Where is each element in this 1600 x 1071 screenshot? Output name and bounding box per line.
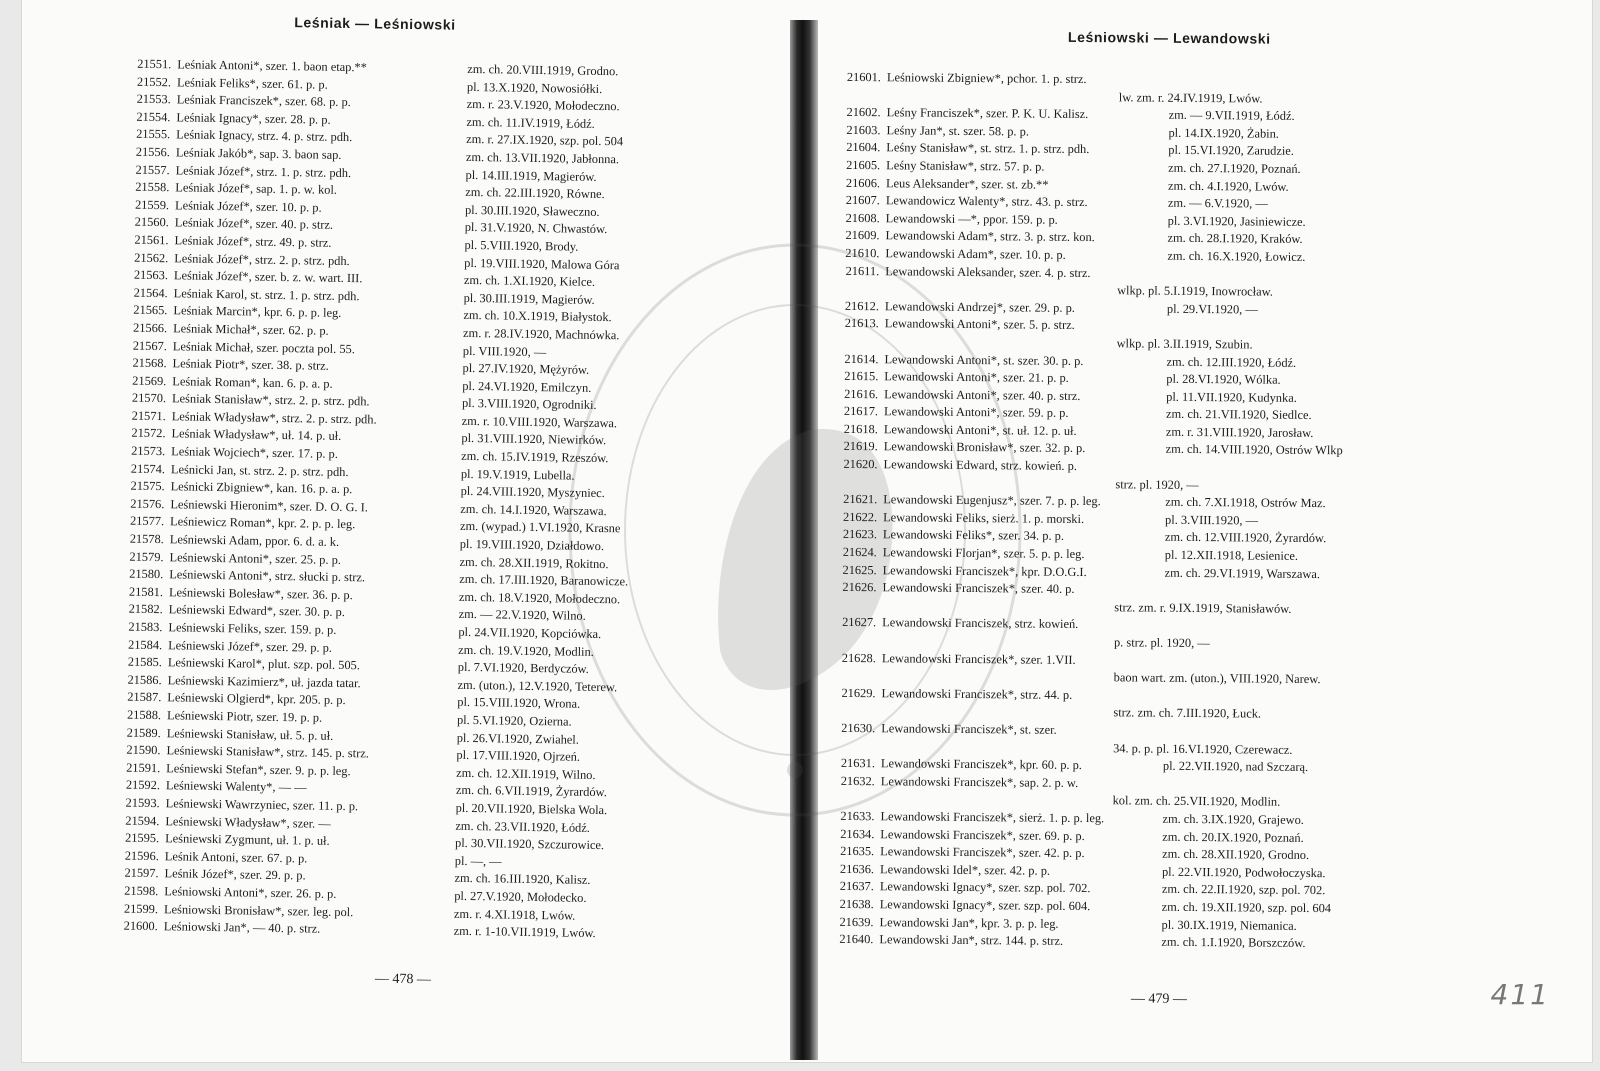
entry-name: Leśniewski Stefan*, szer. 9. p. p. leg. xyxy=(166,760,351,778)
entry-detail: zm. ch. 20.VIII.1919, Grodno. xyxy=(467,61,619,79)
entry-number: 21621. xyxy=(843,492,878,507)
entry-number: 21591. xyxy=(126,760,161,775)
entry-number: 21557. xyxy=(135,162,170,177)
entry-detail: zm. ch. 16.X.1920, Łowicz. xyxy=(1167,248,1306,264)
entry-name: Leśniewski Władysław*, szer. — xyxy=(165,813,331,831)
entry-number: 21565. xyxy=(133,302,168,318)
entry-number: 21617. xyxy=(843,404,879,419)
entry-number: 21588. xyxy=(126,707,162,723)
entry-detail: zm. ch. 19.XII.1920, szp. pol. 604 xyxy=(1161,899,1332,916)
entry-number: 21628. xyxy=(841,650,876,665)
entry-name: Lewandowski Franciszek*, kpr. D.O.G.I. xyxy=(882,562,1087,579)
page-number: — 479 — xyxy=(1130,991,1187,1007)
entry-name: Leśniewski Karol*, plut. szp. pol. 505. xyxy=(167,655,361,673)
entry-detail: zm. r. 10.VIII.1920, Warszawa. xyxy=(461,413,618,431)
entry-number: 21611. xyxy=(845,263,880,278)
entry-detail: pl. 7.VI.1920, Berdyczów. xyxy=(457,660,589,677)
entry-detail: zm. ch. 4.I.1920, Lwów. xyxy=(1167,178,1289,194)
entry-number: 21574. xyxy=(130,461,166,476)
entry-continuation: strz. zm. ch. 7.III.1920, Łuck. xyxy=(1113,705,1262,721)
entry-name: Lewandowski Franciszek*, st. szer. xyxy=(881,721,1057,737)
entry-name: Leśniak Feliks*, szer. 61. p. p. xyxy=(176,74,328,92)
entry-detail: pl. —, — xyxy=(454,853,502,869)
entry-number: 21603. xyxy=(846,122,881,138)
entry-number: 21608. xyxy=(845,210,880,225)
entry-continuation: kol. zm. ch. 25.VII.1920, Modlin. xyxy=(1112,793,1281,810)
entry-detail: zm. ch. 22.III.1920, Równe. xyxy=(465,185,605,202)
entry-continuation: wlkp. pl. 5.I.1919, Inowrocław. xyxy=(1117,283,1273,299)
entry-detail: pl. 19.VIII.1920, Malowa Góra xyxy=(464,255,620,272)
entry-name: Leśniowski Jan*, — 40. p. strz. xyxy=(163,919,321,936)
entry-detail: zm. ch. 12.XII.1919, Wilno. xyxy=(456,765,596,782)
entry-continuation: wlkp. pl. 3.II.1919, Szubin. xyxy=(1116,336,1253,352)
entry-detail: zm. ch. 27.I.1920, Poznań. xyxy=(1168,160,1301,176)
entry-detail: zm. ch. 18.V.1920, Mołodeczno. xyxy=(458,589,621,607)
entry-number: 21556. xyxy=(135,144,171,160)
entry-number: 21564. xyxy=(133,285,168,300)
entry-name: Lewandowski Franciszek*, szer. 42. p. p. xyxy=(880,844,1085,861)
entry-name: Leśniak Wojciech*, szer. 17. p. p. xyxy=(171,444,339,461)
entry-name: Lewandowski Jan*, kpr. 3. p. p. leg. xyxy=(879,914,1059,931)
entry-detail: pl. 24.VI.1920, Emilczyn. xyxy=(462,378,592,395)
entry-number: 21633. xyxy=(840,808,875,824)
entry-detail: pl. 13.X.1920, Nowosiółki. xyxy=(466,79,603,96)
entry-name: Leśniewski Feliks, szer. 159. p. p. xyxy=(168,620,337,637)
entry-name: Leśnicki Zbigniew*, kan. 16. p. a. p. xyxy=(170,479,353,497)
entry-name: Lewandowski Feliks*, szer. 34. p. p. xyxy=(882,527,1065,544)
entry-number: 21640. xyxy=(839,932,874,947)
entry-number: 21586. xyxy=(127,672,162,687)
entry-name: Leśniak Piotr*, szer. 38. p. strz. xyxy=(172,356,329,373)
entry-continuation: baon wart. zm. (uton.), VIII.1920, Narew. xyxy=(1113,670,1321,687)
entry-name: Lewandowski Franciszek*, szer. 69. p. p. xyxy=(880,826,1085,843)
entry-number: 21569. xyxy=(132,373,167,388)
entry-number: 21584. xyxy=(127,637,163,652)
entry-number: 21580. xyxy=(129,566,164,582)
entry-detail: zm. ch. 15.IV.1919, Rzeszów. xyxy=(461,448,609,466)
page-header: Leśniowski — Lewandowski xyxy=(1067,28,1271,47)
entry-name: Lewandowski Franciszek*, sierż. 1. p. p. leg. xyxy=(880,809,1105,826)
entry-number: 21554. xyxy=(136,109,171,125)
entry-name: Lewandowski Antoni*, st. szer. 30. p. p. xyxy=(884,351,1084,368)
entry-name: Lewandowski —*, ppor. 159. p. p. xyxy=(885,211,1058,227)
entry-name: Leśniowski Antoni*, szer. 26. p. p. xyxy=(164,884,337,901)
right-page xyxy=(810,0,1579,1065)
entry-name: Leśniewski Bolesław*, szer. 36. p. p. xyxy=(168,585,353,602)
entry-detail: pl. 22.VII.1920, Podwołoczyska. xyxy=(1161,864,1326,880)
entry-number: 21581. xyxy=(128,584,164,599)
handwritten-page-note: 411 xyxy=(1490,978,1550,1011)
entry-name: Lewandowski Franciszek, strz. kowień. xyxy=(882,615,1079,632)
entry-name: Lewandowski Franciszek*, szer. 1.VII. xyxy=(881,650,1076,667)
entry-number: 21629. xyxy=(841,685,876,700)
entry-number: 21609. xyxy=(845,228,880,243)
entry-number: 21632. xyxy=(840,773,875,788)
entry-continuation: p. strz. pl. 1920, — xyxy=(1113,635,1210,651)
entry-name: Leśniewski Olgierd*, kpr. 205. p. p. xyxy=(167,690,346,708)
entry-detail: pl. 30.III.1920, Sławeczno. xyxy=(464,202,600,219)
entry-detail: pl. 30.IX.1919, Niemanica. xyxy=(1161,917,1297,933)
entry-number: 21578. xyxy=(129,531,164,547)
entry-number: 21592. xyxy=(125,777,161,793)
entry-number: 21594. xyxy=(125,813,160,828)
entry-detail: pl. 14.IX.1920, Żabin. xyxy=(1168,125,1280,141)
entry-detail: zm. ch. 1.I.1920, Borszczów. xyxy=(1161,934,1306,951)
entry-name: Leśny Jan*, st. szer. 58. p. p. xyxy=(886,123,1030,139)
entry-name: Leśniak Józef*, strz. 1. p. strz. pdh. xyxy=(175,162,352,180)
entry-detail: pl. 24.VIII.1920, Myszyniec. xyxy=(460,484,605,501)
entry-number: 21639. xyxy=(839,914,874,929)
entry-number: 21577. xyxy=(129,514,165,529)
page-number: — 478 — xyxy=(374,971,432,988)
entry-number: 21638. xyxy=(839,896,874,912)
entry-detail: zm. ch. 17.III.1920, Baranowicze. xyxy=(459,572,629,589)
entry-detail: zm. ch. 29.VI.1919, Warszawa. xyxy=(1164,565,1321,581)
entry-continuation: 34. p. p. pl. 16.VI.1920, Czerewacz. xyxy=(1113,740,1293,757)
entry-name: Lewandowski Ignacy*, szer. szp. pol. 702. xyxy=(879,879,1091,896)
entry-number: 21624. xyxy=(842,544,877,560)
entry-detail: pl. 30.VII.1920, Szczurowice. xyxy=(454,835,605,853)
entry-name: Leśniak Józef*, strz. 2. p. strz. pdh. xyxy=(174,250,350,268)
entry-number: 21590. xyxy=(126,742,161,758)
entry-continuation: strz. zm. r. 9.IX.1919, Stanisławów. xyxy=(1114,600,1292,616)
entry-name: Leśniewski Zygmunt, uł. 1. p. uł. xyxy=(165,831,330,848)
entry-number: 21562. xyxy=(134,250,169,265)
entry-number: 21595. xyxy=(124,830,160,846)
entry-name: Lewandowski Bronisław*, szer. 32. p. p. xyxy=(883,439,1086,456)
entry-name: Lewandowski Aleksander, szer. 4. p. strz. xyxy=(885,263,1091,280)
entry-detail: zm. ch. 22.II.1920, szp. pol. 702. xyxy=(1161,882,1326,898)
entry-detail: pl. 3.VIII.1920, Ogrodniki. xyxy=(461,396,597,413)
entry-name: Leśniewski Antoni*, szer. 25. p. p. xyxy=(169,549,342,567)
entry-detail: pl. 3.VI.1920, Jasiniewicze. xyxy=(1167,213,1306,229)
entry-detail: pl. 26.VI.1920, Zwiahel. xyxy=(456,730,580,747)
entry-number: 21593. xyxy=(125,795,160,811)
entry-detail: zm. r. 27.IX.1920, szp. pol. 504 xyxy=(466,132,624,149)
entry-detail: pl. 22.VII.1920, nad Szczarą. xyxy=(1162,758,1309,775)
entry-name: Lewandowski Franciszek*, kpr. 60. p. p. xyxy=(880,756,1082,773)
entry-number: 21573. xyxy=(131,443,166,459)
entry-number: 21551. xyxy=(137,56,172,72)
entry-name: Leśniak Stanisław*, strz. 2. p. strz. pdh. xyxy=(171,391,370,409)
entry-name: Lewandowski Jan*, strz. 144. p. strz. xyxy=(879,932,1064,948)
entry-detail: pl. 15.VIII.1920, Wrona. xyxy=(457,695,581,712)
entry-name: Leśniowski Bronisław*, szer. leg. pol. xyxy=(163,901,354,919)
entry-detail: pl. 31.VIII.1920, Niewirków. xyxy=(461,431,607,448)
entry-name: Leśniewski Stanisław*, strz. 145. p. strz. xyxy=(166,743,369,761)
entry-number: 21627. xyxy=(842,615,877,630)
entry-number: 21600. xyxy=(123,918,158,934)
entry-name: Leśnik Józef*, szer. 29. p. p. xyxy=(164,866,306,883)
entry-name: Leśniak Władysław*, strz. 2. p. strz. pdh. xyxy=(171,409,377,427)
entry-number: 21596. xyxy=(124,848,159,863)
entry-detail: pl. 27.IV.1920, Mężyrów. xyxy=(462,360,590,377)
entry-name: Lewandowski Florjan*, szer. 5. p. p. leg. xyxy=(882,545,1085,562)
entry-detail: pl. 11.VII.1920, Kudynka. xyxy=(1166,389,1297,405)
entry-detail: zm. ch. 12.III.1920, Łódź. xyxy=(1166,354,1297,370)
entry-name: Leśny Stanisław*, strz. 57. p. p. xyxy=(886,158,1045,174)
entry-number: 21601. xyxy=(846,69,882,85)
entry-name: Leśniak Antoni*, szer. 1. baon etap.** xyxy=(177,57,367,75)
entry-detail: zm. r. 28.IV.1920, Machnówka. xyxy=(463,325,620,343)
entry-detail: pl. 31.V.1920, N. Chwastów. xyxy=(464,220,608,237)
entry-name: Leśnik Antoni, szer. 67. p. p. xyxy=(164,848,308,866)
entry-name: Leśniak Franciszek*, szer. 68. p. p. xyxy=(176,92,351,110)
entry-number: 21570. xyxy=(131,390,167,406)
entry-name: Leus Aleksander*, szer. st. zb.** xyxy=(885,175,1049,192)
entry-number: 21606. xyxy=(845,175,881,190)
entry-number: 21598. xyxy=(124,883,159,899)
entry-name: Leśnicki Jan, st. strz. 2. p. strz. pdh. xyxy=(170,461,349,479)
entry-name: Lewandowicz Walenty*, strz. 43. p. strz. xyxy=(885,193,1088,210)
entry-number: 21587. xyxy=(127,690,162,705)
entry-number: 21618. xyxy=(843,421,878,437)
entry-detail: pl. 29.VI.1920, — xyxy=(1166,301,1258,317)
entry-name: Leśniewicz Roman*, kpr. 2. p. p. leg. xyxy=(170,514,356,532)
entry-detail: pl. 30.III.1919, Magierów. xyxy=(463,290,595,307)
entry-number: 21626. xyxy=(842,580,877,595)
entry-name: Leśniewski Piotr, szer. 19. p. p. xyxy=(166,708,323,725)
entry-detail: zm. (uton.), 12.V.1920, Teterew. xyxy=(457,677,618,695)
entry-number: 21637. xyxy=(839,879,874,894)
entry-number: 21620. xyxy=(843,456,878,472)
entry-detail: zm. ch. 20.IX.1920, Poznań. xyxy=(1162,829,1304,845)
entry-number: 21636. xyxy=(839,861,875,876)
entry-name: Lewandowski Franciszek*, sap. 2. p. w. xyxy=(880,774,1079,790)
entry-number: 21634. xyxy=(840,826,875,841)
entry-name: Lewandowski Antoni*, st. uł. 12. p. uł. xyxy=(883,422,1077,438)
entry-number: 21585. xyxy=(127,654,163,670)
entry-name: Leśniewski Adam, ppor. 6. d. a. k. xyxy=(169,532,340,549)
entry-number: 21576. xyxy=(130,496,165,512)
entry-detail: zm. ch. 23.VII.1920, Łódź. xyxy=(455,818,591,835)
entry-number: 21602. xyxy=(846,105,881,120)
entry-detail: zm. ch. 1.XI.1920, Kielce. xyxy=(463,272,596,290)
entry-name: Leśniewski Wawrzyniec, szer. 11. p. p. xyxy=(165,796,359,814)
entry-name: Leśniak Józef*, szer. 40. p. strz. xyxy=(174,215,334,233)
entry-detail: zm. r. 4.XI.1918, Lwów. xyxy=(453,906,576,923)
entry-detail: zm. — 22.V.1920, Wilno. xyxy=(458,607,586,624)
entry-detail: zm. ch. 14.I.1920, Warszawa. xyxy=(460,501,607,518)
entry-name: Leśniak Jakób*, sap. 3. baon sap. xyxy=(175,145,342,162)
entry-detail: pl. VIII.1920, — xyxy=(462,343,547,359)
entry-number: 21563. xyxy=(133,267,169,283)
entry-number: 21631. xyxy=(840,756,876,771)
entry-detail: pl. 19.V.1919, Lubella. xyxy=(460,466,575,483)
entry-name: Lewandowski Antoni*, szer. 59. p. p. xyxy=(883,404,1069,421)
entry-number: 21567. xyxy=(132,338,167,353)
entry-detail: zm. ch. 3.IX.1920, Grajewo. xyxy=(1162,811,1304,827)
entry-name: Leśniowski Zbigniew*, pchor. 1. p. strz. xyxy=(886,70,1087,87)
entry-detail: zm. ch. 11.IV.1919, Łódź. xyxy=(466,114,595,131)
entry-name: Leśniewski Józef*, szer. 29. p. p. xyxy=(168,637,333,655)
entry-name: Leśniak Ignacy*, szer. 28. p. p. xyxy=(176,110,331,127)
entry-detail: zm. r. 1-10.VII.1919, Lwów. xyxy=(453,923,596,941)
entry-number: 21575. xyxy=(130,478,165,494)
entry-name: Leśniak Ignacy, strz. 4. p. strz. pdh. xyxy=(176,127,353,145)
entry-number: 21553. xyxy=(136,91,171,107)
entry-number: 21615. xyxy=(844,369,879,384)
entry-number: 21599. xyxy=(123,901,159,916)
entry-name: Lewandowski Edward, strz. kowień. p. xyxy=(883,457,1078,474)
entry-number: 21605. xyxy=(846,157,881,173)
entry-name: Lewandowski Antoni*, szer. 40. p. strz. xyxy=(884,386,1081,403)
entry-name: Leśniak Władysław*, uł. 14. p. uł. xyxy=(171,426,342,444)
entry-detail: zm. ch. 19.V.1920, Modlin. xyxy=(458,642,594,659)
entry-detail: pl. 17.VIII.1920, Ojrzeń. xyxy=(456,747,581,764)
entry-detail: zm. ch. 28.XII.1920, Grodno. xyxy=(1162,846,1310,863)
entry-detail: pl. 27.V.1920, Mołodecko. xyxy=(454,888,587,905)
entry-name: Leśniak Józef*, strz. 49. p. strz. xyxy=(174,233,332,250)
entry-number: 21610. xyxy=(845,245,880,261)
entry-number: 21558. xyxy=(135,179,170,195)
entry-detail: zm. — 9.VII.1919, Łódź. xyxy=(1168,107,1295,124)
entry-number: 21604. xyxy=(846,140,881,155)
entry-name: Lewandowski Antoni*, szer. 21. p. p. xyxy=(884,369,1069,385)
entry-name: Leśniak Michał*, szer. 62. p. p. xyxy=(173,321,329,338)
entry-name: Leśniak Michał, szer. poczta pol. 55. xyxy=(172,338,355,356)
entry-name: Leśniak Roman*, kan. 6. p. a. p. xyxy=(172,373,333,391)
entry-number: 21572. xyxy=(131,426,166,441)
entry-number: 21613. xyxy=(844,316,879,331)
entry-number: 21583. xyxy=(128,619,163,635)
entry-name: Leśniak Józef*, szer. b. z. w. wart. III. xyxy=(173,268,363,286)
entry-detail: zm. ch. 6.VII.1919, Żyrardów. xyxy=(455,783,607,800)
entry-number: 21579. xyxy=(129,549,164,564)
entry-detail: zm. ch. 13.VII.1920, Jabłonna. xyxy=(465,149,620,167)
entry-name: Lewandowski Feliks, sierż. 1. p. morski. xyxy=(883,510,1085,526)
entry-name: Lewandowski Ignacy*, szer. szp. pol. 604. xyxy=(879,897,1091,914)
entry-number: 21589. xyxy=(126,725,161,740)
entry-number: 21582. xyxy=(128,602,163,617)
entry-number: 21630. xyxy=(841,720,876,736)
entry-name: Lewandowski Adam*, szer. 10. p. p. xyxy=(885,246,1066,262)
entry-name: Leśniewski Kazimierz*, uł. jazda tatar. xyxy=(167,673,361,691)
entry-name: Leśniewski Walenty*, — — xyxy=(165,778,307,795)
entry-continuation: strz. pl. 1920, — xyxy=(1115,476,1199,492)
entry-continuation: lw. zm. r. 24.IV.1919, Lwów. xyxy=(1118,89,1263,106)
entry-number: 21607. xyxy=(845,193,880,208)
entry-name: Leśny Stanisław*, st. strz. 1. p. strz. pdh. xyxy=(886,140,1090,157)
entry-name: Leśniak Marcin*, kpr. 6. p. p. leg. xyxy=(173,303,342,321)
entry-name: Lewandowski Franciszek*, szer. 40. p. xyxy=(882,580,1075,597)
entry-name: Lewandowski Andrzej*, szer. 29. p. p. xyxy=(884,299,1075,315)
entry-number: 21616. xyxy=(844,386,879,401)
entry-detail: pl. 5.VIII.1920, Brody. xyxy=(464,237,579,254)
entry-number: 21597. xyxy=(124,865,159,881)
entry-detail: zm. ch. 14.VIII.1920, Ostrów Wlkp xyxy=(1165,442,1343,458)
entry-name: Leśniewski Stanisław, uł. 5. p. uł. xyxy=(166,725,334,743)
entry-name: Leśniewski Hieronim*, szer. D. O. G. I. xyxy=(170,497,369,515)
entry-detail: zm. ch. 16.III.1920, Kalisz. xyxy=(454,871,591,888)
entry-name: Lewandowski Adam*, strz. 3. p. strz. kon. xyxy=(885,228,1095,245)
entry-name: Leśniak Józef*, sap. 1. p. w. kol. xyxy=(175,180,338,198)
entry-detail: pl. 5.VI.1920, Ozierna. xyxy=(456,712,572,729)
entry-number: 21568. xyxy=(132,355,167,371)
entry-number: 21625. xyxy=(842,562,877,577)
entry-name: Leśniak Karol, st. strz. 1. p. strz. pdh. xyxy=(173,286,360,303)
entry-detail: pl. 3.VIII.1920, — xyxy=(1165,512,1259,528)
entry-detail: zm. ch. 21.VII.1920, Siedlce. xyxy=(1165,407,1312,423)
entry-detail: zm. ch. 28.I.1920, Kraków. xyxy=(1167,231,1303,247)
entry-detail: pl. 14.III.1919, Magierów. xyxy=(465,167,597,184)
entry-number: 21559. xyxy=(134,197,170,212)
entry-detail: pl. 12.XII.1918, Lesienice. xyxy=(1164,547,1299,563)
entry-detail: zm. (wypad.) 1.VI.1920, Krasne xyxy=(459,519,621,536)
entry-number: 21614. xyxy=(844,351,879,366)
entry-name: Leśniak Józef*, szer. 10. p. p. xyxy=(174,198,322,215)
entry-name: Leśny Franciszek*, szer. P. K. U. Kalisz. xyxy=(886,105,1089,122)
entry-detail: zm. ch. 10.X.1919, Białystok. xyxy=(463,308,612,325)
entry-detail: pl. 19.VIII.1920, Działdowo. xyxy=(459,536,605,554)
entry-name: Lewandowski Antoni*, szer. 5. p. strz. xyxy=(884,316,1075,333)
entry-name: Leśniewski Antoni*, strz. słucki p. strz. xyxy=(169,567,366,585)
entry-detail: pl. 24.VII.1920, Kopciówka. xyxy=(458,624,602,642)
entry-number: 21571. xyxy=(131,408,166,424)
left-page xyxy=(14,0,801,1068)
entry-number: 21566. xyxy=(132,320,168,336)
entry-number: 21561. xyxy=(134,232,169,248)
entry-name: Lewandowski Franciszek*, strz. 44. p. xyxy=(881,686,1073,702)
entry-detail: pl. 28.VI.1920, Wólka. xyxy=(1166,371,1281,387)
entry-detail: zm. ch. 7.XI.1918, Ostrów Maz. xyxy=(1165,494,1326,511)
entry-number: 21612. xyxy=(844,298,880,313)
entry-detail: pl. 15.VI.1920, Zarudzie. xyxy=(1168,143,1294,159)
entry-detail: zm. r. 31.VIII.1920, Jarosław. xyxy=(1165,424,1314,440)
entry-number: 21560. xyxy=(134,215,169,230)
entry-name: Leśniewski Edward*, szer. 30. p. p. xyxy=(168,602,346,620)
entry-number: 21619. xyxy=(843,439,878,454)
entry-number: 21552. xyxy=(136,74,172,89)
entry-name: Lewandowski Idel*, szer. 42. p. p. xyxy=(879,861,1051,878)
entry-name: Lewandowski Eugenjusz*, szer. 7. p. p. leg. xyxy=(883,492,1101,509)
entry-number: 21623. xyxy=(842,527,878,542)
entry-number: 21622. xyxy=(842,509,878,525)
entry-number: 21635. xyxy=(840,844,875,859)
entry-detail: zm. ch. 28.XII.1919, Rokitno. xyxy=(459,554,609,571)
entry-detail: zm. ch. 12.VIII.1920, Żyrardów. xyxy=(1164,530,1327,546)
entry-detail: pl. 20.VII.1920, Bielska Wola. xyxy=(455,800,608,818)
entry-detail: zm. — 6.V.1920, — xyxy=(1167,195,1268,211)
entry-number: 21555. xyxy=(136,127,171,142)
page-header: Leśniak — Leśniowski xyxy=(294,14,456,33)
entry-detail: zm. r. 23.V.1920, Mołodeczno. xyxy=(466,97,620,114)
